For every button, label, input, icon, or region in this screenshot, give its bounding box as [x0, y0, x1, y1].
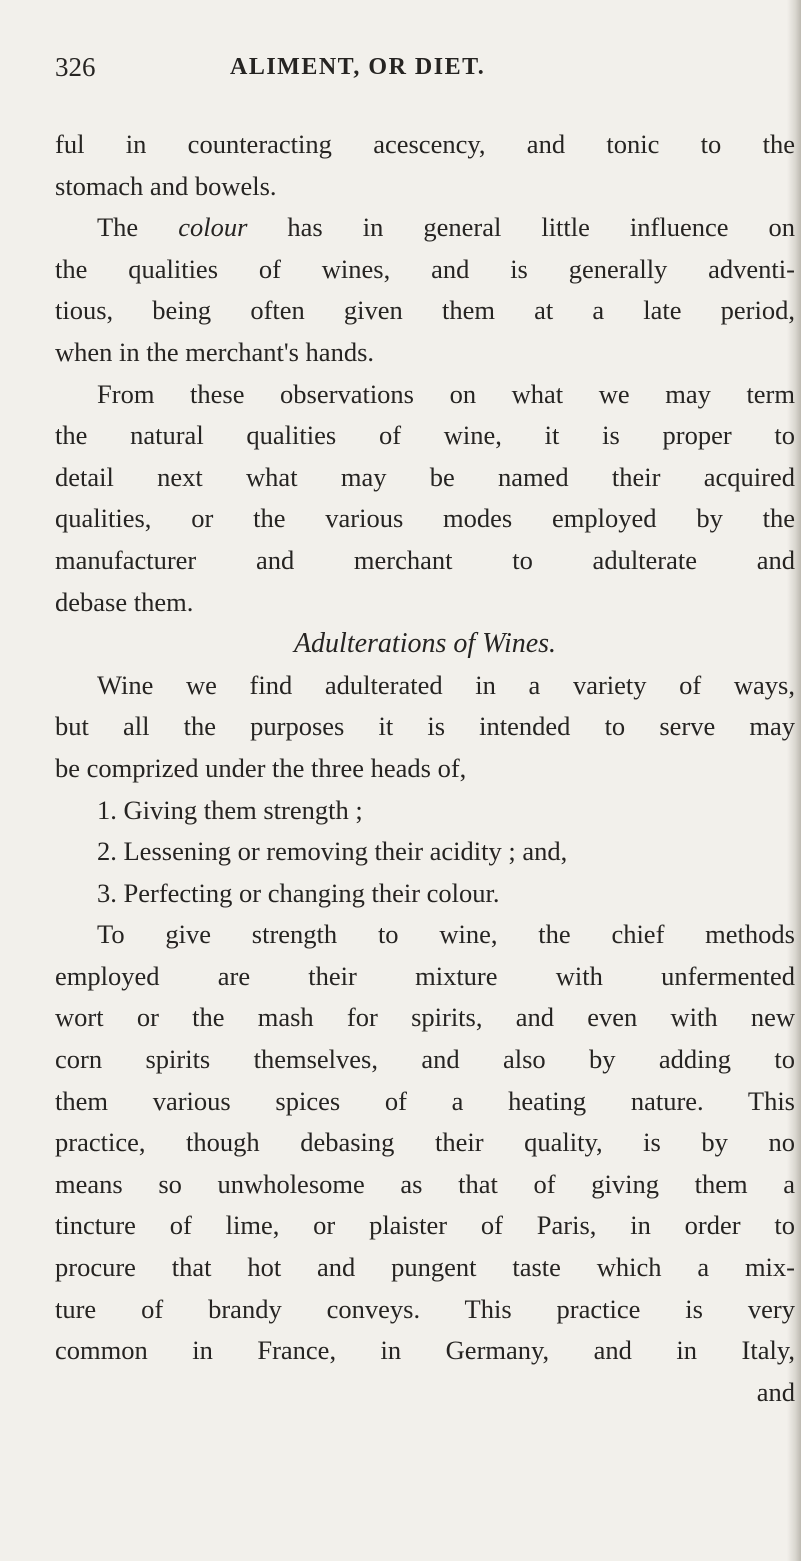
emphasized-word: colour	[178, 212, 248, 243]
page-header	[55, 52, 795, 96]
text-line: tious, being often given them at a late period,	[55, 295, 795, 326]
text-line: be comprized under the three heads of,	[55, 752, 467, 783]
text-line: employed are their mixture with unfermented	[55, 960, 795, 991]
text-line: From these observations on what we may term	[97, 378, 795, 409]
text-line: To give strength to wine, the chief methods	[97, 919, 795, 950]
text-line: ful in counteracting acescency, and tonic to the	[55, 129, 795, 159]
text-line: Wine we find adulterated in a variety of ways,	[97, 669, 795, 700]
text-line: common in France, in Germany, and in Italy,	[55, 1335, 795, 1366]
text-line: detail next what may be named their acquired	[55, 461, 795, 492]
text-line: debase them.	[55, 586, 194, 617]
text-line: but all the purposes it is intended to serve may	[55, 711, 795, 742]
text-line: practice, though debasing their quality, is by no	[55, 1127, 795, 1158]
text-line: The colour has in general little influence on	[97, 212, 796, 243]
text-line: ture of brandy conveys. This practice is very	[55, 1293, 795, 1324]
text-line: the natural qualities of wine, it is proper to	[55, 420, 795, 451]
text-line: stomach and bowels.	[55, 170, 277, 201]
text-line: qualities, or the various modes employed by the	[55, 503, 795, 534]
text-line: 1. Giving them strength ;	[97, 794, 363, 825]
text-line: 2. Lessening or removing their acidity ; and,	[97, 836, 568, 867]
text-line: and	[756, 1376, 795, 1407]
text-line: procure that hot and pungent taste which a mix-	[55, 1252, 795, 1283]
text-line: means so unwholesome as that of giving them a	[55, 1168, 795, 1199]
text-line: tincture of lime, or plaister of Paris, in order to	[55, 1210, 795, 1241]
section-heading: Adulterations of Wines.	[293, 628, 557, 660]
running-head: ALIMENT, OR DIET.	[230, 54, 486, 80]
page-number: 326	[55, 52, 96, 82]
text-line: them various spices of a heating nature. This	[55, 1085, 795, 1116]
text-line: the qualities of wines, and is generally adventi-	[55, 253, 795, 284]
text-line: when in the merchant's hands.	[55, 336, 375, 367]
text-line: 3. Perfecting or changing their colour.	[97, 877, 500, 908]
page-body	[55, 124, 795, 1413]
text-line: corn spirits themselves, and also by adding to	[55, 1044, 795, 1075]
text-line: wort or the mash for spirits, and even with new	[55, 1002, 795, 1033]
text-line: manufacturer and merchant to adulterate and	[55, 544, 795, 575]
